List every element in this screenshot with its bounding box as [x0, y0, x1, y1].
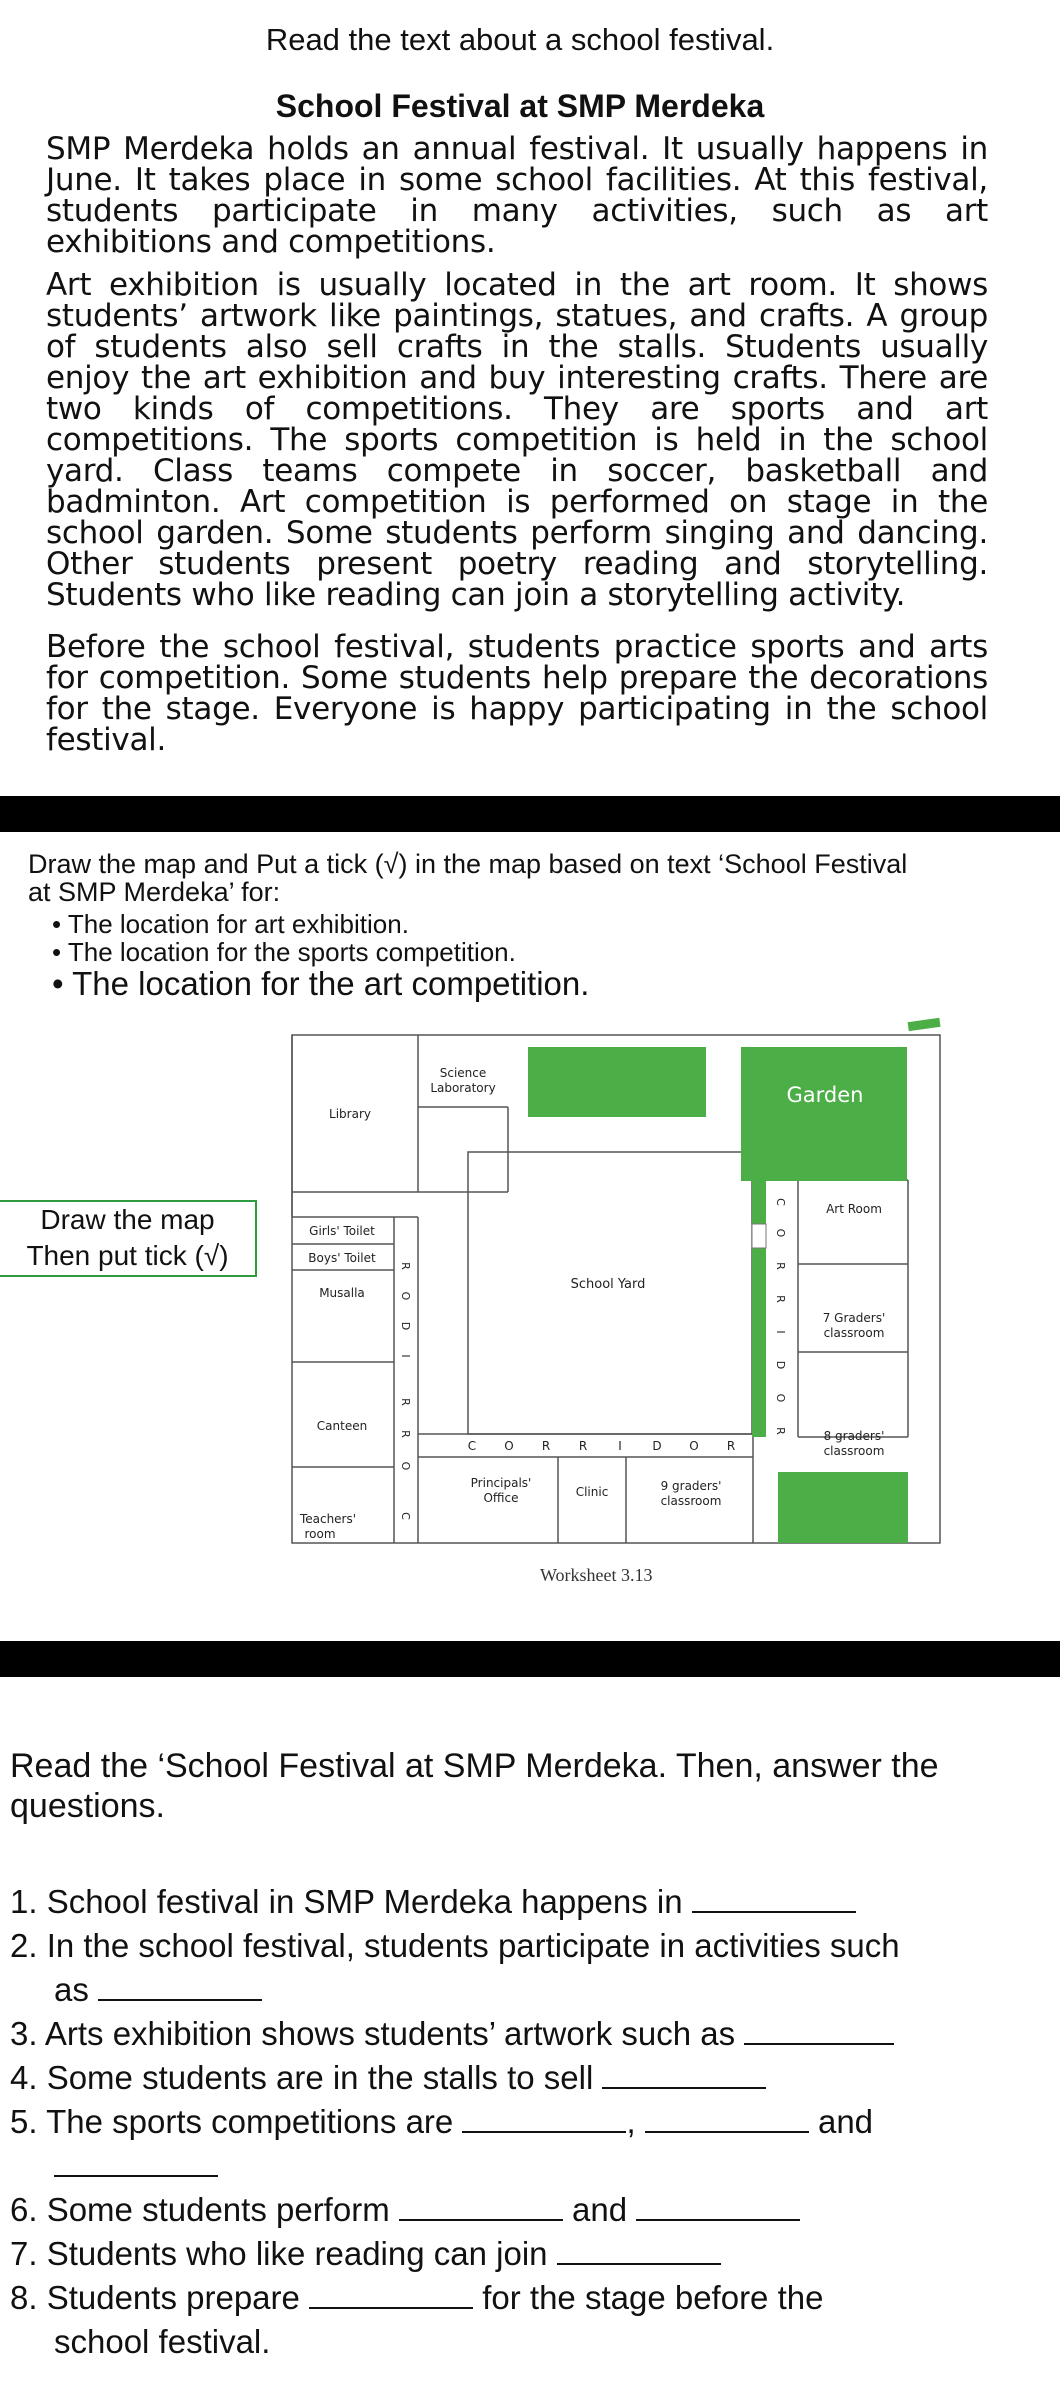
corridor-left-letter: O	[399, 1291, 412, 1301]
bullet-sports-competition: • The location for the sports competition.	[52, 937, 516, 967]
girls-toilet-label: Girls' Toilet	[309, 1224, 375, 1238]
corridor-h-letter: I	[618, 1439, 622, 1453]
answer-blank[interactable]	[98, 1971, 262, 2001]
corridor-h-letter: R	[726, 1439, 736, 1453]
divider-bar	[0, 1641, 1060, 1677]
answer-blank[interactable]	[399, 2191, 563, 2221]
draw-map-line-2: Then put tick (√)	[26, 1240, 229, 1271]
corridor-h-letter: C	[467, 1439, 477, 1453]
corridor-h-letter: D	[652, 1439, 662, 1453]
corridor-left-letter: R	[399, 1262, 412, 1270]
garden-area	[741, 1047, 907, 1181]
corridor-left-letter: C	[399, 1512, 412, 1520]
paragraph-1: SMP Merdeka holds an annual festival. It usually happens in June. It takes place in some school facilities. At this festival, students participate in many activities, such as art exhibitions and competitions.	[46, 131, 988, 260]
grade9-label-2: classroom	[660, 1494, 722, 1508]
paragraph-2: Art exhibition is usually located in the art room. It shows students’ artwork like paintings, statues, and crafts. A group of students also sell crafts in the stalls. Students usually enjoy the art exhibition and buy interesting crafts. There are two kinds of competitions. They are sports and art competitions. The sports competition is held in the school yard. Class teams compete in soccer, basketball and badminton. Art competition is performed on stage in the school garden. Some students perform singing and dancing. Other students present poetry reading and storytelling. Students who like reading can join a storytelling activity.	[46, 267, 988, 613]
answer-blank[interactable]	[602, 2059, 766, 2089]
library-label: Library	[329, 1107, 371, 1121]
question-4: 4. Some students are in the stalls to sell	[10, 2056, 1050, 2100]
bullet-art-competition: • The location for the art competition.	[52, 965, 590, 1002]
green-right-corridor	[752, 1181, 766, 1437]
canteen-label: Canteen	[316, 1419, 368, 1433]
question-1: 1. School festival in SMP Merdeka happens in	[10, 1880, 1050, 1924]
science-lab-label-2: Laboratory	[430, 1081, 496, 1095]
answer-blank[interactable]	[692, 1883, 856, 1913]
divider-bar	[0, 796, 1060, 832]
principal-label-1: Principals'	[470, 1476, 532, 1490]
answer-blank[interactable]	[54, 2147, 218, 2177]
science-lab-label-1: Science	[439, 1066, 487, 1080]
corridor-right-letter: R	[774, 1262, 787, 1270]
reading-instruction: Read the text about a school festival.	[265, 22, 775, 57]
question-2-cont: as	[10, 1968, 1060, 2012]
clinic-label: Clinic	[575, 1485, 609, 1499]
green-top-strip	[528, 1047, 706, 1117]
corridor-h-letter: R	[578, 1439, 588, 1453]
answer-blank[interactable]	[557, 2235, 721, 2265]
questions-instruction: Read the ‘School Festival at SMP Merdeka. Then, answer the questions.	[10, 1747, 939, 1825]
teachers-room-label-2: room	[304, 1527, 336, 1541]
corridor-left-letter: D	[399, 1321, 412, 1331]
corridor-right-letter: O	[774, 1393, 787, 1403]
answer-blank[interactable]	[462, 2103, 626, 2133]
question-7: 7. Students who like reading can join	[10, 2232, 1050, 2276]
answer-blank[interactable]	[645, 2103, 809, 2133]
grade7-label-2: classroom	[823, 1326, 885, 1340]
corridor-left-letter: R	[399, 1398, 412, 1406]
corridor-right-letter: I	[774, 1330, 787, 1334]
school-yard-label: School Yard	[570, 1277, 646, 1292]
question-3: 3. Arts exhibition shows students’ artwork such as	[10, 2012, 1050, 2056]
corridor-left-letter: R	[399, 1430, 412, 1438]
draw-map-callout	[0, 1200, 257, 1277]
corridor-h-letter: O	[689, 1439, 699, 1453]
corridor-right-letter: R	[774, 1427, 787, 1435]
question-8: 8. Students prepare for the stage before the	[10, 2279, 824, 2316]
teachers-room-label-1: Teachers'	[299, 1512, 357, 1526]
art-room-label: Art Room	[826, 1202, 882, 1216]
question-2: 2. In the school festival, students participate in activities such	[10, 1927, 900, 1964]
corridor-left-letter: O	[399, 1461, 412, 1471]
question-5-cont	[10, 2144, 1060, 2188]
answer-blank[interactable]	[636, 2191, 800, 2221]
corridor-h-letter: O	[504, 1439, 514, 1453]
question-5: 5. The sports competitions are , and	[10, 2103, 874, 2140]
map-instruction: Draw the map and Put a tick (√) in the map based on text ‘School Festival at SMP Merdeka’ for:	[28, 849, 908, 907]
draw-map-line-1: Draw the map	[40, 1204, 215, 1235]
text-title: School Festival at SMP Merdeka	[275, 88, 765, 124]
corridor-right-letter: O	[774, 1228, 787, 1238]
corridor-right-letter: C	[774, 1198, 787, 1206]
worksheet-caption: Worksheet 3.13	[540, 1565, 653, 1585]
school-map	[258, 1012, 948, 1562]
grade8-label-1: 8 graders'	[823, 1429, 885, 1443]
principal-label-2: Office	[483, 1491, 519, 1505]
boys-toilet-label: Boys' Toilet	[308, 1251, 376, 1265]
grade7-label-1: 7 Graders'	[822, 1311, 886, 1325]
bullet-art-exhibition: • The location for art exhibition.	[52, 909, 409, 939]
garden-label: Garden	[786, 1083, 864, 1107]
corridor-left-letter: I	[399, 1354, 412, 1358]
corridor-h-letter: R	[541, 1439, 551, 1453]
grade8-label-2: classroom	[823, 1444, 885, 1458]
corridor-right-letter: R	[774, 1295, 787, 1303]
musalla-label: Musalla	[319, 1286, 365, 1300]
answer-blank[interactable]	[744, 2015, 894, 2045]
answer-blank[interactable]	[309, 2279, 473, 2309]
question-6: 6. Some students perform and	[10, 2188, 1050, 2232]
green-mark-topright	[908, 1018, 941, 1031]
grade9-label-1: 9 graders'	[660, 1479, 722, 1493]
paragraph-3: Before the school festival, students practice sports and arts for competition. Some students help prepare the decorations for the stage. Everyone is happy participating in the school festival.	[46, 629, 988, 758]
question-8-cont: school festival.	[54, 2323, 271, 2360]
corridor-right-letter: D	[774, 1360, 787, 1370]
green-bottom-right	[778, 1472, 908, 1543]
